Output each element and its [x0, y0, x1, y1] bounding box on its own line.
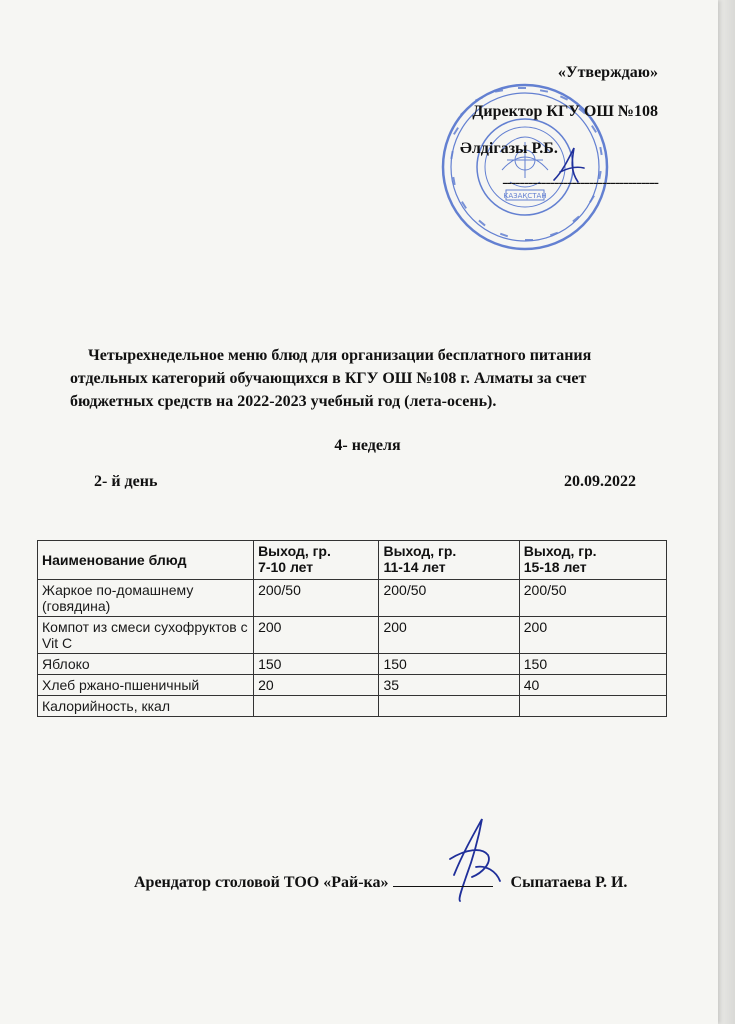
calorie-11-14 [379, 696, 519, 717]
dish-name: Компот из смеси сухофруктов с Vit C [38, 617, 254, 654]
approval-name: Әлдiгазы Р.Б. [460, 140, 558, 157]
approval-position: Директор КГУ ОШ №108 [472, 103, 658, 120]
day-label: 2- й день [94, 473, 158, 490]
table-row [38, 696, 667, 717]
header-yield-7-10: Выход, гр. 7-10 лет [254, 541, 379, 580]
header-yield-11-14: Выход, гр. 11-14 лет [379, 541, 519, 580]
dish-name: Жаркое по-домашнему (говядина) [38, 580, 254, 617]
tenant-signatory: Сыпатаева Р. И. [510, 874, 628, 891]
table-row [38, 617, 667, 654]
date-label: 20.09.2022 [564, 473, 636, 490]
menu-table [37, 540, 667, 717]
yield-7-10: 150 [254, 654, 379, 675]
director-signature-icon [548, 142, 588, 188]
table-row [38, 675, 667, 696]
header-yield-15-18: Выход, гр. 15-18 лет [519, 541, 666, 580]
yield-15-18: 200/50 [519, 580, 666, 617]
table-row [38, 580, 667, 617]
yield-7-10: 20 [254, 675, 379, 696]
approval-signature-line: ------------------------------------ [502, 174, 658, 191]
yield-11-14: 200/50 [379, 580, 519, 617]
dish-name: Яблоко [38, 654, 254, 675]
calorie-7-10 [254, 696, 379, 717]
tenant-signature-line [393, 872, 493, 887]
stamp-caption: КАЗАҚСТАН [503, 192, 547, 200]
menu-heading [70, 344, 670, 413]
menu-heading-text: Четырехнедельное меню блюд для организации бесплатного питания отдельных категорий обучающихся в КГУ ОШ №108 г. Алматы за счет бюджетных средств на 2022-2023 учебный год (лета-осень). [70, 347, 592, 410]
yield-15-18: 150 [519, 654, 666, 675]
calorie-label: Калорийность, ккал [38, 696, 254, 717]
tenant-label: Арендатор столовой ТОО «Рай-ка» [134, 874, 389, 891]
yield-7-10: 200/50 [254, 580, 379, 617]
week-label: 4- неделя [334, 437, 401, 454]
tenant-footer [134, 872, 627, 892]
yield-11-14: 150 [379, 654, 519, 675]
dish-name: Хлеб ржано-пшеничный [38, 675, 254, 696]
calorie-15-18 [519, 696, 666, 717]
yield-15-18: 200 [519, 617, 666, 654]
yield-11-14: 35 [379, 675, 519, 696]
yield-7-10: 200 [254, 617, 379, 654]
approval-title: «Утверждаю» [557, 64, 658, 81]
yield-15-18: 40 [519, 675, 666, 696]
yield-11-14: 200 [379, 617, 519, 654]
table-row [38, 654, 667, 675]
header-dish-name: Наименование блюд [38, 541, 254, 580]
table-header-row [38, 541, 667, 580]
